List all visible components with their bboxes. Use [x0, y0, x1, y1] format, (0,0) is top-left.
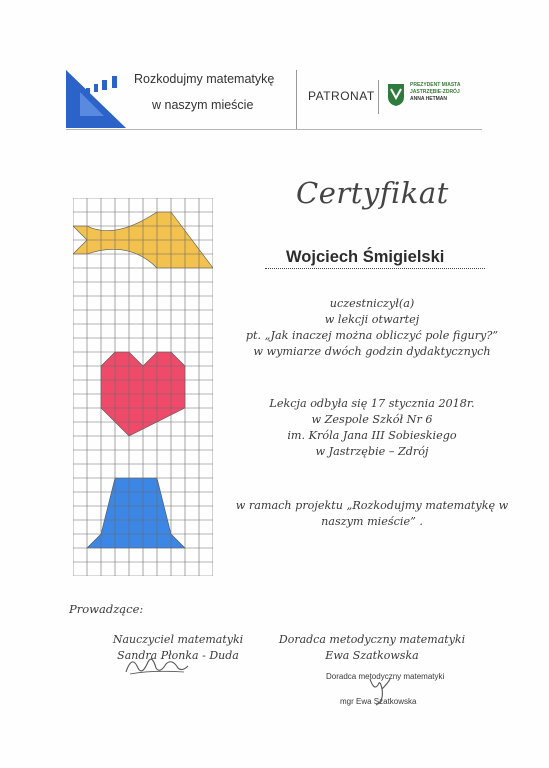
- header-divider: [296, 70, 297, 130]
- text-line: naszym mieście” .: [321, 515, 423, 528]
- left-name: Sandra Płonka - Duda: [117, 649, 239, 662]
- trapezoid-shape: [87, 478, 185, 548]
- left-role: Nauczyciel matematyki: [112, 633, 244, 646]
- participation-text: [212, 296, 532, 360]
- text-line: Lekcja odbyła się 17 stycznia 2018r.: [269, 397, 475, 410]
- patronat-label: PATRONAT: [308, 89, 375, 103]
- text-line: uczestniczył(a): [329, 297, 415, 310]
- handwritten-signature-icon: [122, 650, 192, 680]
- right-name: Ewa Szatkowska: [325, 649, 419, 662]
- leaders-label: Prowadzące:: [69, 602, 144, 616]
- text-line: w wymiarze dwóch godzin dydaktycznych: [253, 345, 491, 358]
- text-line: pt. „Jak inaczej można obliczyć pole figury?”: [245, 329, 499, 342]
- right-role: Doradca metodyczny matematyki: [278, 633, 466, 646]
- right-signatory: [262, 632, 482, 664]
- handwritten-signature-icon: [364, 675, 394, 707]
- patron-line: ANNA HETMAN: [410, 96, 448, 102]
- lesson-details-text: [212, 396, 532, 460]
- text-line: im. Króla Jana III Sobieskiego: [287, 429, 457, 442]
- text-line: w lekcji otwartej: [324, 313, 420, 326]
- grid-illustration: [73, 198, 213, 576]
- participant-name: Wojciech Śmigielski: [286, 248, 445, 266]
- text-line: w ramach projektu „Rozkodujmy matematykę w: [235, 499, 509, 512]
- text-line: w Jastrzębie – Zdrój: [315, 445, 429, 458]
- project-text: [212, 498, 532, 530]
- logo-title-line2: w naszym mieście: [152, 98, 254, 112]
- patron-line: JASTRZĘBIE-ZDRÓJ: [410, 89, 460, 95]
- project-logo-icon: [66, 70, 126, 128]
- patron-divider: [378, 80, 379, 114]
- text-line: w Zespole Szkół Nr 6: [311, 413, 433, 426]
- name-dotted-line: [265, 268, 485, 269]
- stamp-role: Doradca metodyczny matematyki: [326, 672, 445, 681]
- patron-line: PREZYDENT MIASTA: [410, 82, 461, 88]
- patron-text: [410, 82, 460, 103]
- certificate-title: Certyfikat: [296, 176, 449, 210]
- header-rule: [66, 129, 482, 130]
- city-crest-icon: [387, 83, 405, 107]
- stamp-name: mgr Ewa Szatkowska: [340, 697, 417, 706]
- logo-title-line1: Rozkodujmy matematykę: [134, 72, 275, 86]
